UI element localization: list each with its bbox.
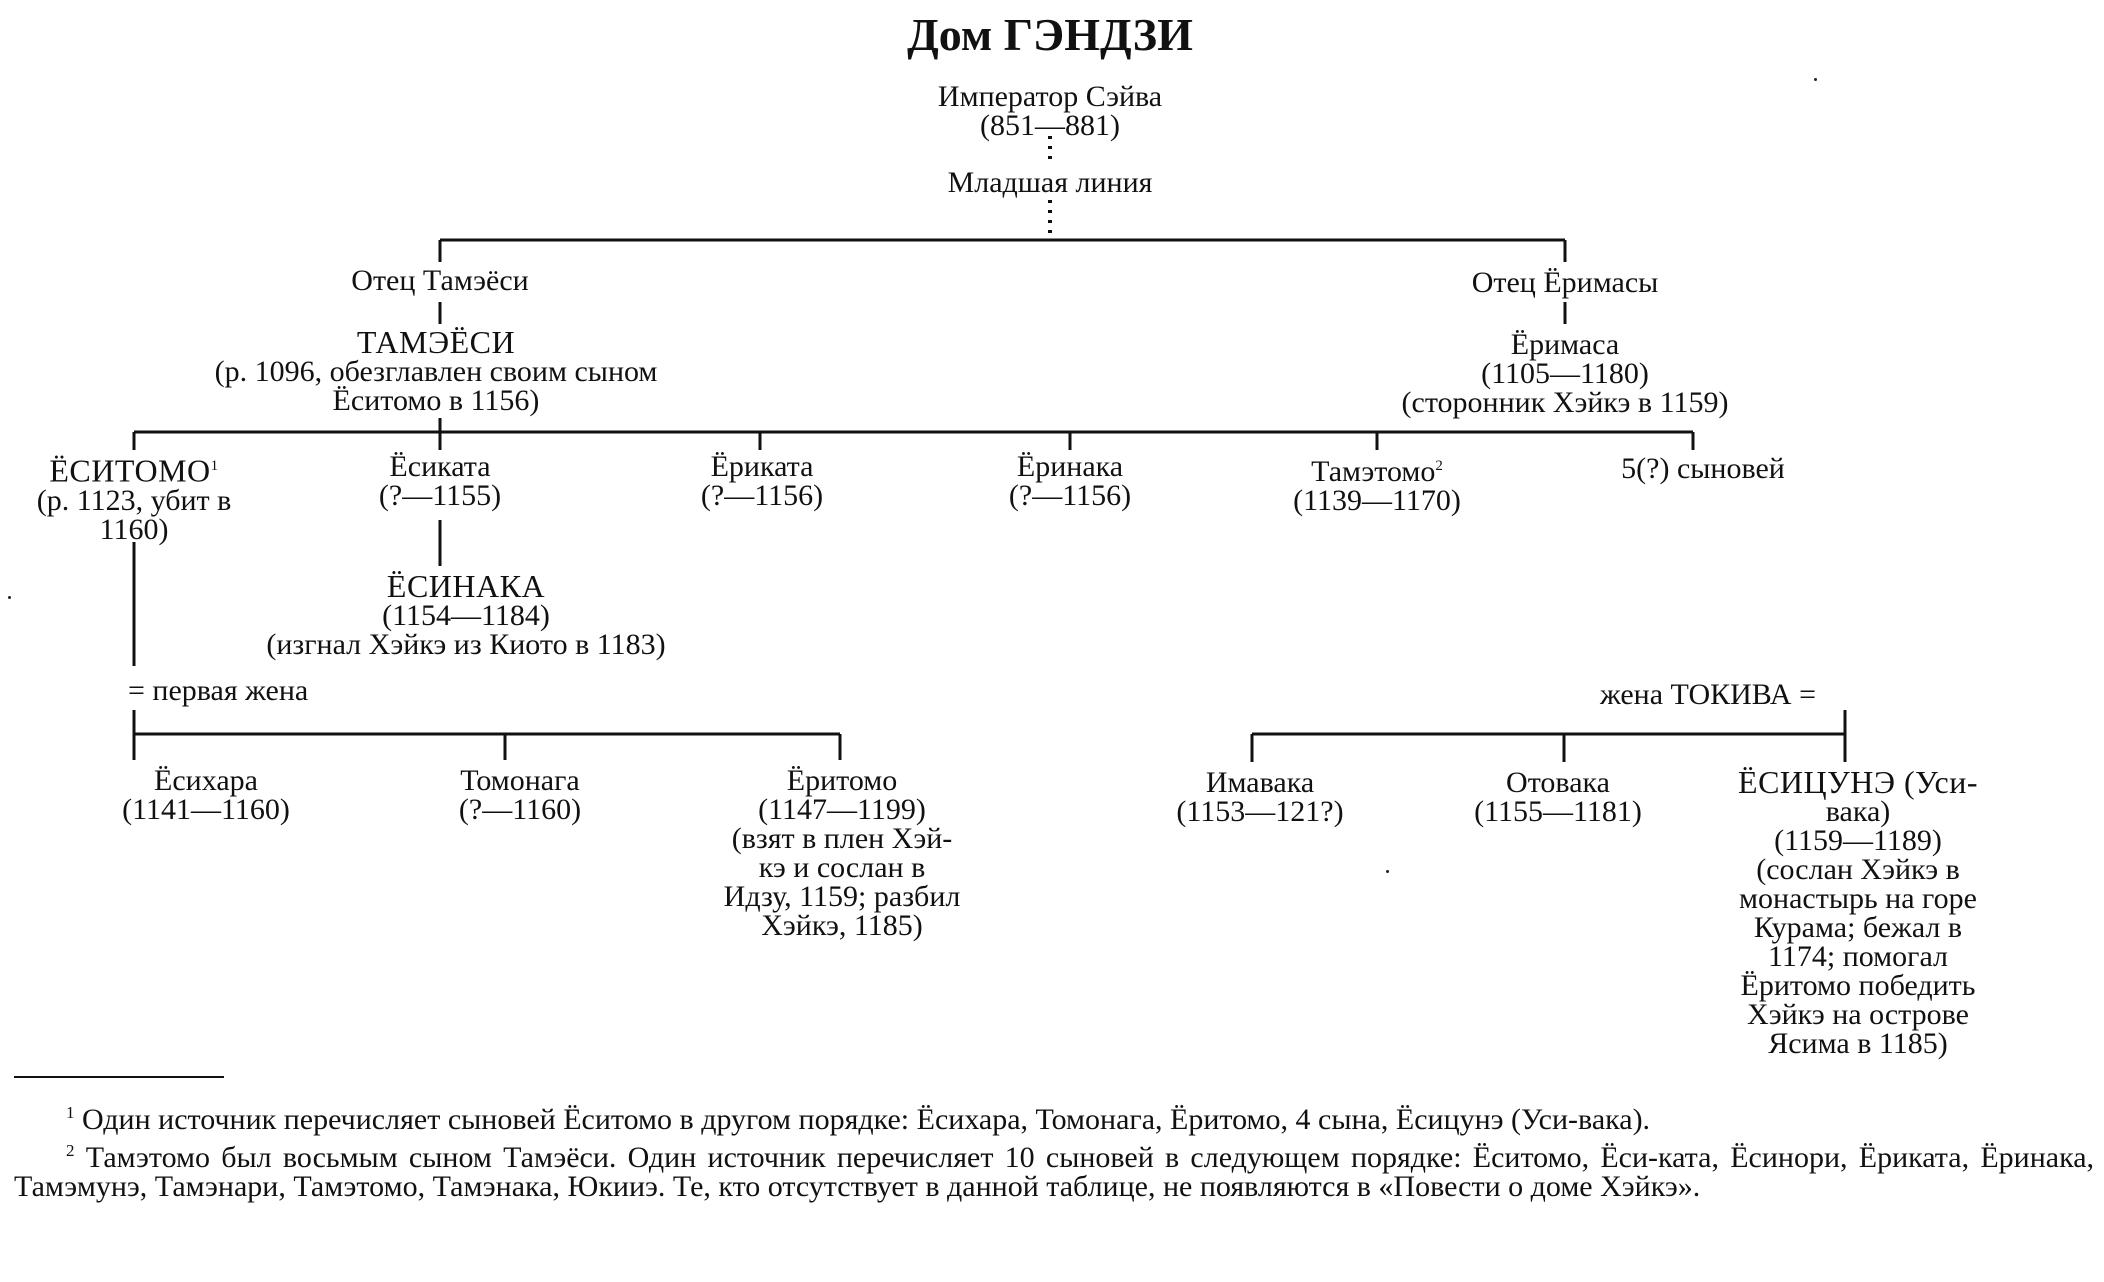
node-name: ЁСИНАКА — [386, 568, 546, 604]
node-name: Император Сэйва — [937, 80, 1163, 113]
node-name: Ёримаса — [1510, 328, 1620, 361]
node-son-yorinaka — [1009, 452, 1131, 510]
node-name: ЁСИТОМО$^1$ — [49, 452, 219, 489]
node-line: вака) — [1825, 795, 1891, 828]
footnotes — [14, 1098, 2094, 1203]
node-yoshitsune — [1738, 764, 1978, 1060]
node-line: (1159—1189) — [1774, 824, 1942, 857]
node-line: (сослан Хэйкэ в — [1756, 853, 1960, 886]
node-line: Идзу, 1159; разбил — [723, 880, 961, 913]
node-tomonaga — [459, 766, 581, 824]
node-line: (1154—1184) — [382, 599, 550, 632]
footnote-2 — [14, 1136, 2094, 1201]
node-son-five-sons — [1621, 454, 1785, 483]
footnote-mark: 1 — [210, 458, 219, 474]
node-name: Отовака — [1506, 766, 1610, 799]
node-name: Имавака — [1205, 766, 1315, 799]
node-yorimasa — [1402, 330, 1729, 417]
page-title: Дом ГЭНДЗИ — [907, 9, 1193, 60]
node-name: Ёсиката — [389, 450, 491, 483]
node-line: (?—1155) — [378, 479, 502, 512]
footnote-rule — [14, 1076, 224, 1078]
node-line: (р. 1096, обезглавлен своим сыном — [214, 355, 658, 388]
node-name: ЁСИЦУНЭ (Уси- — [1738, 764, 1978, 800]
node-line: (1105—1180) — [1481, 357, 1649, 390]
node-line: 1160) — [99, 512, 169, 546]
node-line: Хэйкэ на острове — [1747, 998, 1969, 1031]
label-tokiwa-wife: жена ТОКИВА = — [1600, 678, 1816, 711]
node-name: Томонага — [460, 764, 580, 797]
node-line: (1155—1181) — [1474, 795, 1642, 828]
footnote-text: Один источник перечисляет сыновей Ёситомо в другом порядке: Ёсихара, Томонага, Ёритомо, 4 сына, Ёсицунэ (Уси-вака). — [82, 1103, 1651, 1136]
label-first-wife: = первая жена — [128, 674, 309, 707]
node-line: (взят в плен Хэй- — [731, 822, 953, 855]
node-son-yorikata — [701, 452, 823, 510]
footnote-mark: 1 — [66, 1103, 75, 1122]
node-son-yoshikata — [379, 452, 501, 510]
node-name: Ёриката — [710, 450, 814, 483]
node-line: Ёситомо в 1156) — [332, 384, 540, 417]
node-imawaka — [1176, 768, 1343, 826]
node-son-tametomo — [1293, 452, 1461, 515]
node-line: кэ и сослан в — [758, 851, 926, 884]
node-yoritomo — [724, 766, 961, 940]
node-emperor-seiwa — [938, 82, 1162, 140]
node-name: 5(?) сыновей — [1621, 452, 1785, 485]
node-otowaka — [1474, 768, 1642, 826]
print-speck — [8, 596, 11, 599]
node-name: Ёринака — [1016, 450, 1124, 483]
node-line: монастырь на горе — [1739, 882, 1977, 915]
node-name: Младшая линия — [947, 166, 1153, 199]
node-line: (1141—1160) — [122, 793, 290, 826]
node-line: (р. 1123, убит в — [36, 483, 232, 517]
node-son-yoshitomo — [37, 452, 232, 544]
node-line: Ясима в 1185) — [1768, 1027, 1948, 1060]
node-line: (1153—121?) — [1176, 795, 1344, 828]
node-name: Ёритомо — [786, 764, 898, 797]
footnote-text: Тамэтомо был восьмым сыном Тамэёси. Один источник перечисляет 10 сыновей в следующем порядке: Ёситомо, Ёси-ката, Ёсинори, Ёриката, Ёринака, Тамэмунэ, Тамэнари, Тамэтомо, Тамэнака, Юкииэ. Те, кто отсутствует в данной таблице, не появляются в «Повести о доме Хэйкэ». — [14, 1141, 2095, 1203]
node-line: (1147—1199) — [758, 793, 926, 826]
node-name: ТАМЭЁСИ — [356, 324, 516, 360]
node-line: (изгнал Хэйкэ из Киото в 1183) — [266, 628, 666, 661]
footnote-1 — [14, 1098, 2094, 1134]
node-yoshihara — [122, 766, 290, 824]
node-junior-line — [948, 168, 1153, 197]
node-yoshinaka — [266, 568, 666, 661]
node-dates: (851—881) — [980, 109, 1120, 142]
node-line: (сторонник Хэйкэ в 1159) — [1401, 386, 1729, 419]
node-line: Хэйкэ, 1185) — [761, 909, 923, 942]
footnote-mark: 2 — [66, 1141, 75, 1160]
node-line: Курама; бежал в — [1753, 911, 1963, 944]
node-line: (?—1160) — [458, 793, 582, 826]
node-line: (?—1156) — [1008, 479, 1132, 512]
node-tameyoshi-father — [351, 266, 528, 295]
node-line: (1139—1170) — [1293, 484, 1461, 517]
node-yorimasa-father — [1472, 268, 1659, 297]
node-tameyoshi — [214, 324, 658, 417]
node-line: 1174; помогал — [1767, 940, 1949, 973]
node-line: Ёритомо победить — [1740, 969, 1976, 1002]
node-name: Ёсихара — [154, 764, 258, 797]
print-speck — [1814, 78, 1817, 81]
footnote-mark: 2 — [1435, 458, 1443, 474]
node-line: (?—1156) — [700, 479, 824, 512]
node-name: Отец Тамэёси — [351, 264, 529, 297]
print-speck — [1386, 870, 1389, 873]
node-name: Отец Ёримасы — [1471, 266, 1659, 299]
node-name: Тамэтомо$^2$ — [1311, 455, 1443, 488]
